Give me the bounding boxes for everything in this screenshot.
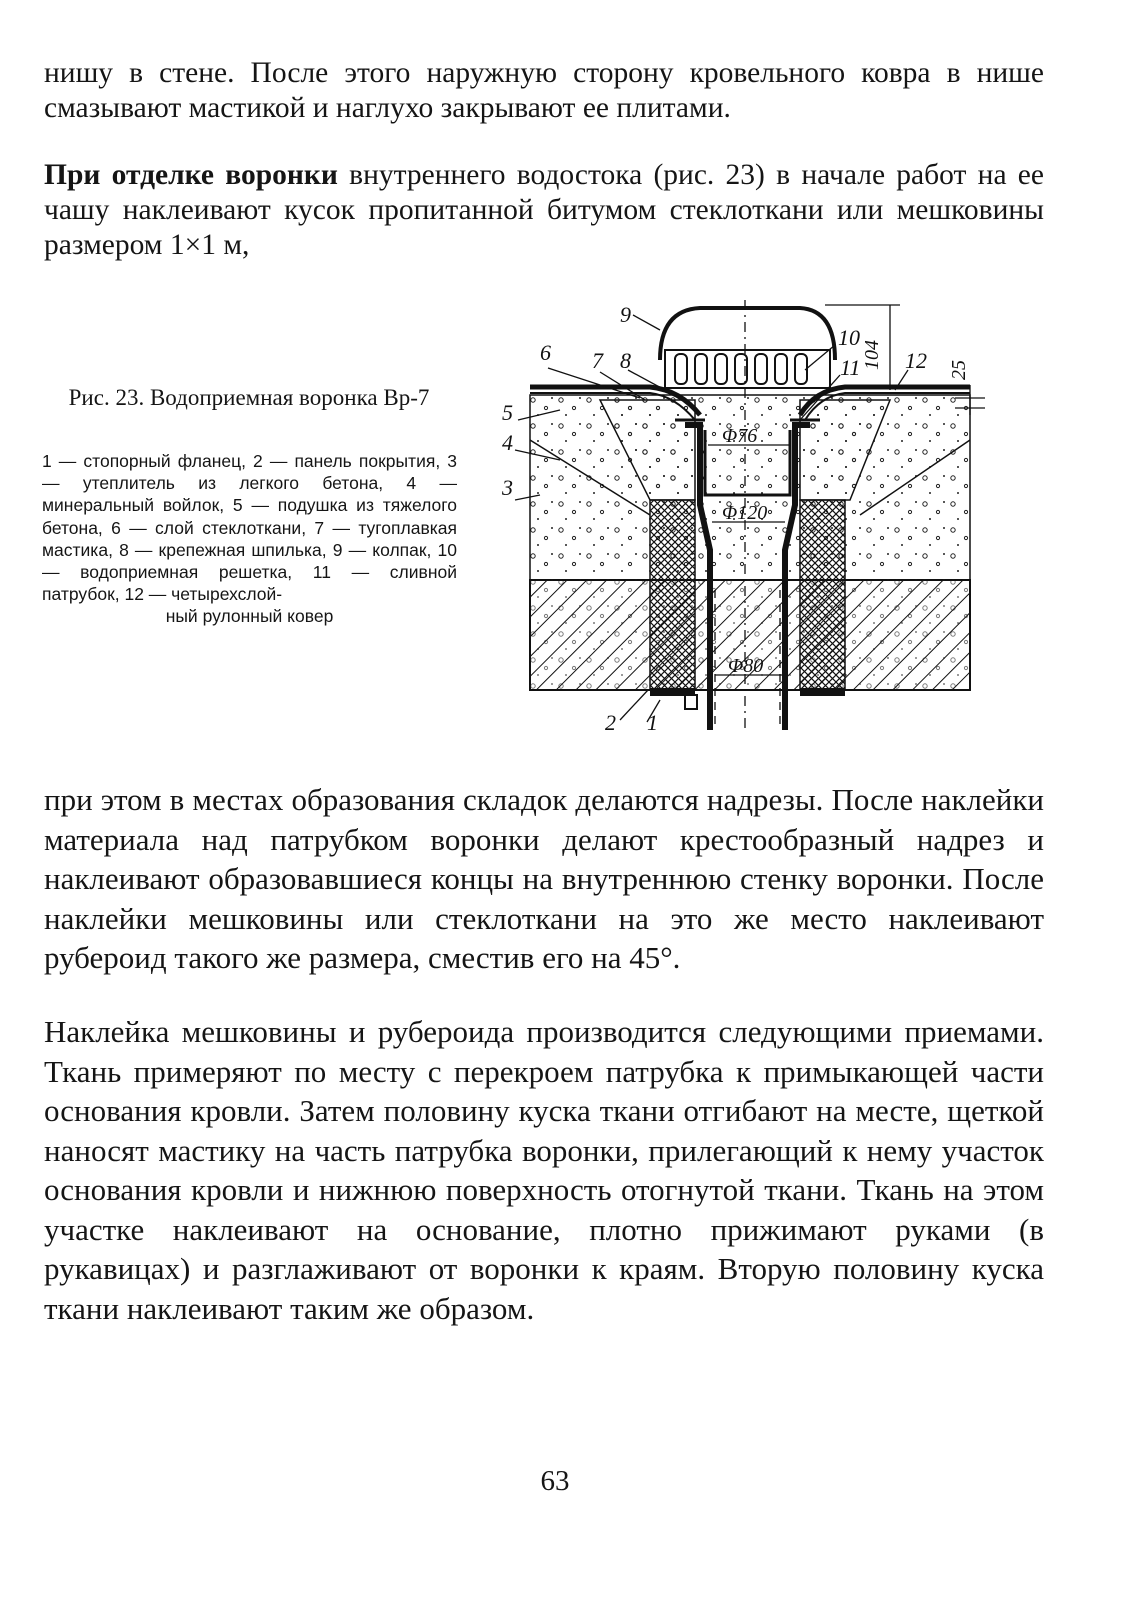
insulation-layer (530, 395, 970, 580)
dimension-d120: Φ120 (722, 502, 768, 524)
label-7: 7 (592, 348, 603, 373)
label-10: 10 (838, 325, 860, 350)
figure-legend-last: ный рулонный ковер (165, 606, 334, 627)
label-9: 9 (620, 302, 631, 327)
dimension-h25: 25 (948, 360, 970, 380)
figure-caption-legend (42, 450, 457, 628)
figure-legend-main: 1 — стопорный фланец, 2 — панель покрытия, 3 — утеплитель из легкого бетона, 4 — минеральный войлок, 5 — подушка из тяжелого бетона, 6 — слой стеклоткани, 7 — тугоплавкая мастика, 8 — крепежная шпилька, 9 — колпак, 10— водоприемная решетка, 11 — сливной патрубок, 12 — четырехслой- (42, 451, 457, 605)
label-12: 12 (905, 348, 927, 373)
paragraph-gluing-methods: Наклейка мешковины и рубероида производится следующими приемами. Ткань примеряют по месту с перекроем патрубка к примыкающей части основания кровли. Затем половину куска ткани отгибают на месте, щеткой наносят мастику на часть патрубка воронки, прилегающий к нему участок основания кровли и нижнюю поверхность отогнутой ткани. Ткань на этом участке наклеивают на основание, плотно прижимают руками (в рукавицах) и разглаживают от воронки к краям. Вторую половину куска ткани наклеивают таким же образом. (44, 1014, 1044, 1326)
figure-caption-title: Рис. 23. Водоприемная воронка Вр-7 (68, 385, 430, 410)
paragraph-body: внутреннего водостока (рис. 23) в начале работ на ее чашу наклеивают кусок пропитанной битумом стеклоткани или мешковины размером 1×1 м, (44, 159, 1044, 261)
label-6: 6 (540, 340, 551, 365)
paragraph-intro: нишу в стене. После этого наружную сторону кровельного ковра в нише смазывают мастикой и наглухо закрывают ее плитами. (44, 57, 1044, 124)
stop-flange (650, 688, 845, 709)
label-4: 4 (502, 430, 513, 455)
dimension-h104: 104 (861, 340, 883, 370)
label-1: 1 (647, 710, 658, 735)
dimension-d80: Φ80 (728, 655, 764, 677)
paragraph-cuts: при этом в местах образования складок делаются надрезы. После наклейки материала над патрубком воронки делают крестообразный надрез и наклеивают образовавшиеся концы на внутреннюю стенку воронки. После наклейки мешковины или стеклоткани на это же место наклеивают рубероид такого же размера, сместив его на 45°. (44, 782, 1044, 975)
funnel-diagram (500, 290, 990, 740)
cap-and-grate (660, 308, 835, 388)
page-number: 63 (540, 1465, 570, 1497)
label-11: 11 (840, 355, 861, 380)
dimension-d76: Φ76 (722, 425, 758, 447)
paragraph-funnel-finishing (44, 158, 1044, 263)
label-3: 3 (502, 475, 513, 500)
paragraph-lead-bold: При отделке воронки (44, 159, 338, 191)
label-8: 8 (620, 348, 631, 373)
label-5: 5 (502, 400, 513, 425)
label-2: 2 (605, 710, 616, 735)
